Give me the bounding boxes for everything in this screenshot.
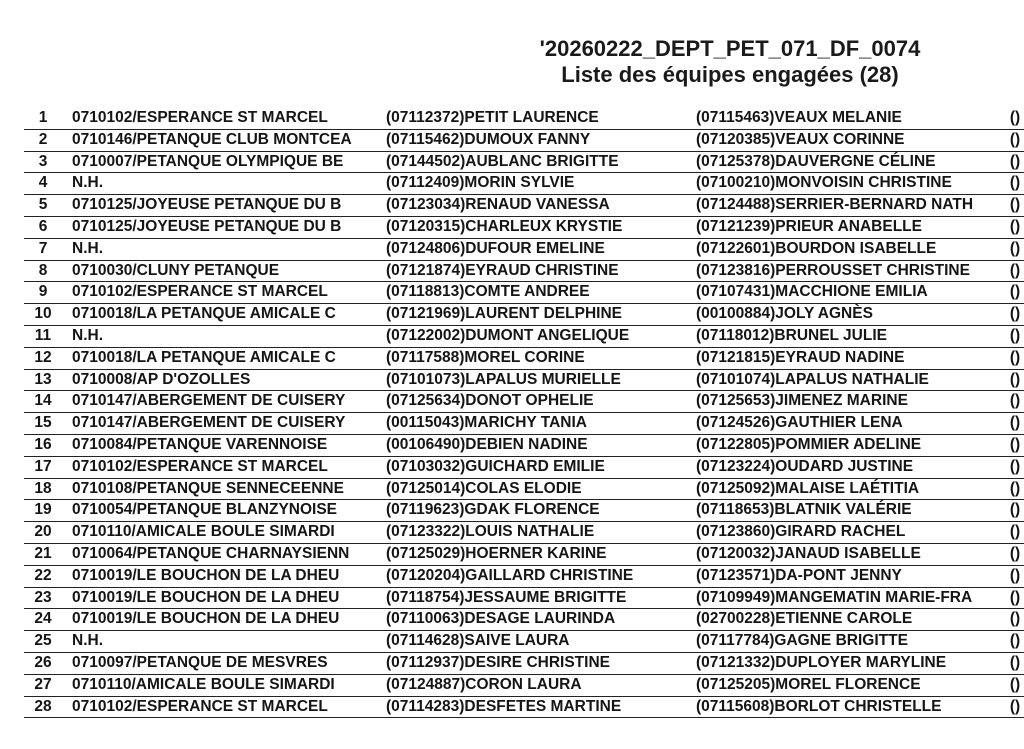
team-number: 11 <box>24 325 62 347</box>
team-row <box>24 565 1024 587</box>
team-number: 3 <box>24 151 62 173</box>
team-row <box>24 391 1024 413</box>
team-player2: (07123571)DA-PONT JENNY <box>696 565 1006 587</box>
team-player2: (02700228)ETIENNE CAROLE <box>696 609 1006 631</box>
team-player2: (07117784)GAGNE BRIGITTE <box>696 631 1006 653</box>
team-number: 25 <box>24 631 62 653</box>
team-number: 4 <box>24 173 62 195</box>
team-row <box>24 478 1024 500</box>
team-club: 0710097/PETANQUE DE MESVRES <box>62 652 386 674</box>
team-player1: (07101073)LAPALUS MURIELLE <box>386 369 696 391</box>
team-player2: (07123860)GIRARD RACHEL <box>696 522 1006 544</box>
team-club: 0710110/AMICALE BOULE SIMARDI <box>62 522 386 544</box>
team-club: N.H. <box>62 238 386 260</box>
team-club: 0710147/ABERGEMENT DE CUISERY <box>62 391 386 413</box>
team-row <box>24 609 1024 631</box>
team-row <box>24 631 1024 653</box>
team-player3-empty: () <box>1006 434 1024 456</box>
team-club: 0710125/JOYEUSE PETANQUE DU B <box>62 195 386 217</box>
team-number: 27 <box>24 674 62 696</box>
team-player1: (07112372)PETIT LAURENCE <box>386 108 696 129</box>
team-player1: (07119623)GDAK FLORENCE <box>386 500 696 522</box>
team-player1: (07124887)CORON LAURA <box>386 674 696 696</box>
team-player3-empty: () <box>1006 565 1024 587</box>
team-player1: (07112937)DESIRE CHRISTINE <box>386 652 696 674</box>
team-row <box>24 434 1024 456</box>
team-player2: (07125092)MALAISE LAÉTITIA <box>696 478 1006 500</box>
team-row <box>24 173 1024 195</box>
team-club: 0710147/ABERGEMENT DE CUISERY <box>62 413 386 435</box>
team-number: 22 <box>24 565 62 587</box>
team-player1: (07114283)DESFETES MARTINE <box>386 696 696 718</box>
team-row <box>24 325 1024 347</box>
team-number: 16 <box>24 434 62 456</box>
team-player3-empty: () <box>1006 631 1024 653</box>
team-player2: (07125653)JIMENEZ MARINE <box>696 391 1006 413</box>
team-row <box>24 260 1024 282</box>
team-player2: (07118653)BLATNIK VALÉRIE <box>696 500 1006 522</box>
team-number: 14 <box>24 391 62 413</box>
team-club: 0710007/PETANQUE OLYMPIQUE BE <box>62 151 386 173</box>
team-club: 0710018/LA PETANQUE AMICALE C <box>62 347 386 369</box>
team-player2: (07109949)MANGEMATIN MARIE-FRA <box>696 587 1006 609</box>
team-club: N.H. <box>62 631 386 653</box>
team-number: 28 <box>24 696 62 718</box>
team-row <box>24 195 1024 217</box>
team-player3-empty: () <box>1006 108 1024 129</box>
team-row <box>24 369 1024 391</box>
team-row <box>24 696 1024 718</box>
team-player2: (07123816)PERROUSSET CHRISTINE <box>696 260 1006 282</box>
team-player1: (07125634)DONOT OPHELIE <box>386 391 696 413</box>
team-player3-empty: () <box>1006 674 1024 696</box>
team-player1: (07123322)LOUIS NATHALIE <box>386 522 696 544</box>
team-player1: (07120204)GAILLARD CHRISTINE <box>386 565 696 587</box>
team-player1: (07117588)MOREL CORINE <box>386 347 696 369</box>
team-club: 0710084/PETANQUE VARENNOISE <box>62 434 386 456</box>
team-player2: (07118012)BRUNEL JULIE <box>696 325 1006 347</box>
team-club: 0710102/ESPERANCE ST MARCEL <box>62 696 386 718</box>
team-player3-empty: () <box>1006 216 1024 238</box>
team-player3-empty: () <box>1006 522 1024 544</box>
team-player3-empty: () <box>1006 260 1024 282</box>
team-player1: (07123034)RENAUD VANESSA <box>386 195 696 217</box>
team-row <box>24 108 1024 129</box>
team-player2: (07120385)VEAUX CORINNE <box>696 129 1006 151</box>
team-player3-empty: () <box>1006 325 1024 347</box>
team-player1: (07110063)DESAGE LAURINDA <box>386 609 696 631</box>
team-player1: (07122002)DUMONT ANGELIQUE <box>386 325 696 347</box>
team-player2: (07107431)MACCHIONE EMILIA <box>696 282 1006 304</box>
team-club: N.H. <box>62 325 386 347</box>
team-player2: (07122601)BOURDON ISABELLE <box>696 238 1006 260</box>
team-number: 21 <box>24 543 62 565</box>
team-row <box>24 543 1024 565</box>
team-row <box>24 456 1024 478</box>
team-player1: (00115043)MARICHY TANIA <box>386 413 696 435</box>
team-number: 18 <box>24 478 62 500</box>
team-row <box>24 151 1024 173</box>
team-player3-empty: () <box>1006 129 1024 151</box>
team-club: 0710019/LE BOUCHON DE LA DHEU <box>62 587 386 609</box>
document-subtitle: Liste des équipes engagées (28) <box>561 62 899 87</box>
team-club: 0710019/LE BOUCHON DE LA DHEU <box>62 565 386 587</box>
team-player2: (07100210)MONVOISIN CHRISTINE <box>696 173 1006 195</box>
team-row <box>24 522 1024 544</box>
team-number: 20 <box>24 522 62 544</box>
team-row <box>24 238 1024 260</box>
team-player2: (07125378)DAUVERGNE CÉLINE <box>696 151 1006 173</box>
team-player3-empty: () <box>1006 391 1024 413</box>
team-player3-empty: () <box>1006 696 1024 718</box>
team-club: N.H. <box>62 173 386 195</box>
team-number: 23 <box>24 587 62 609</box>
team-row <box>24 304 1024 326</box>
team-player3-empty: () <box>1006 500 1024 522</box>
team-player1: (07120315)CHARLEUX KRYSTIE <box>386 216 696 238</box>
team-number: 24 <box>24 609 62 631</box>
team-club: 0710008/AP D'OZOLLES <box>62 369 386 391</box>
team-player2: (07115608)BORLOT CHRISTELLE <box>696 696 1006 718</box>
team-club: 0710146/PETANQUE CLUB MONTCEA <box>62 129 386 151</box>
team-club: 0710125/JOYEUSE PETANQUE DU B <box>62 216 386 238</box>
team-player2: (00100884)JOLY AGNÈS <box>696 304 1006 326</box>
document-reference: '20260222_DEPT_PET_071_DF_0074 <box>539 36 921 61</box>
team-row <box>24 129 1024 151</box>
team-player3-empty: () <box>1006 609 1024 631</box>
teams-table-body <box>24 108 1024 718</box>
team-club: 0710110/AMICALE BOULE SIMARDI <box>62 674 386 696</box>
team-player3-empty: () <box>1006 587 1024 609</box>
team-club: 0710018/LA PETANQUE AMICALE C <box>62 304 386 326</box>
team-player3-empty: () <box>1006 151 1024 173</box>
team-club: 0710064/PETANQUE CHARNAYSIENN <box>62 543 386 565</box>
team-player3-empty: () <box>1006 304 1024 326</box>
team-club: 0710019/LE BOUCHON DE LA DHEU <box>62 609 386 631</box>
team-player2: (07124526)GAUTHIER LENA <box>696 413 1006 435</box>
team-club: 0710030/CLUNY PETANQUE <box>62 260 386 282</box>
team-player3-empty: () <box>1006 282 1024 304</box>
team-player3-empty: () <box>1006 238 1024 260</box>
team-player3-empty: () <box>1006 652 1024 674</box>
team-player1: (07112409)MORIN SYLVIE <box>386 173 696 195</box>
team-player2: (07101074)LAPALUS NATHALIE <box>696 369 1006 391</box>
team-club: 0710102/ESPERANCE ST MARCEL <box>62 456 386 478</box>
team-number: 17 <box>24 456 62 478</box>
team-club: 0710102/ESPERANCE ST MARCEL <box>62 108 386 129</box>
teams-table <box>24 108 1024 718</box>
team-player2: (07122805)POMMIER ADELINE <box>696 434 1006 456</box>
team-player1: (07125029)HOERNER KARINE <box>386 543 696 565</box>
team-player3-empty: () <box>1006 413 1024 435</box>
team-row <box>24 674 1024 696</box>
team-row <box>24 413 1024 435</box>
team-number: 8 <box>24 260 62 282</box>
document-header <box>520 36 940 88</box>
team-player1: (00106490)DEBIEN NADINE <box>386 434 696 456</box>
team-number: 2 <box>24 129 62 151</box>
team-player1: (07121969)LAURENT DELPHINE <box>386 304 696 326</box>
team-row <box>24 282 1024 304</box>
team-player3-empty: () <box>1006 195 1024 217</box>
team-player2: (07121815)EYRAUD NADINE <box>696 347 1006 369</box>
team-number: 19 <box>24 500 62 522</box>
team-number: 15 <box>24 413 62 435</box>
team-number: 10 <box>24 304 62 326</box>
team-number: 1 <box>24 108 62 129</box>
team-player2: (07115463)VEAUX MELANIE <box>696 108 1006 129</box>
team-player1: (07103032)GUICHARD EMILIE <box>386 456 696 478</box>
team-row <box>24 652 1024 674</box>
team-number: 26 <box>24 652 62 674</box>
team-player1: (07125014)COLAS ELODIE <box>386 478 696 500</box>
team-row <box>24 347 1024 369</box>
team-player3-empty: () <box>1006 543 1024 565</box>
team-player1: (07121874)EYRAUD CHRISTINE <box>386 260 696 282</box>
team-player2: (07125205)MOREL FLORENCE <box>696 674 1006 696</box>
team-number: 12 <box>24 347 62 369</box>
team-player2: (07120032)JANAUD ISABELLE <box>696 543 1006 565</box>
team-number: 7 <box>24 238 62 260</box>
team-player3-empty: () <box>1006 173 1024 195</box>
team-row <box>24 216 1024 238</box>
team-player1: (07118754)JESSAUME BRIGITTE <box>386 587 696 609</box>
team-club: 0710102/ESPERANCE ST MARCEL <box>62 282 386 304</box>
team-player1: (07118813)COMTE ANDREE <box>386 282 696 304</box>
team-club: 0710054/PETANQUE BLANZYNOISE <box>62 500 386 522</box>
team-player1: (07115462)DUMOUX FANNY <box>386 129 696 151</box>
team-player2: (07124488)SERRIER-BERNARD NATH <box>696 195 1006 217</box>
team-club: 0710108/PETANQUE SENNECEENNE <box>62 478 386 500</box>
team-row <box>24 587 1024 609</box>
team-number: 9 <box>24 282 62 304</box>
team-player3-empty: () <box>1006 456 1024 478</box>
team-player2: (07121332)DUPLOYER MARYLINE <box>696 652 1006 674</box>
team-player3-empty: () <box>1006 369 1024 391</box>
team-player3-empty: () <box>1006 347 1024 369</box>
team-player2: (07121239)PRIEUR ANABELLE <box>696 216 1006 238</box>
team-player2: (07123224)OUDARD JUSTINE <box>696 456 1006 478</box>
team-player1: (07114628)SAIVE LAURA <box>386 631 696 653</box>
team-player1: (07124806)DUFOUR EMELINE <box>386 238 696 260</box>
team-row <box>24 500 1024 522</box>
team-number: 5 <box>24 195 62 217</box>
team-number: 13 <box>24 369 62 391</box>
team-player3-empty: () <box>1006 478 1024 500</box>
team-player1: (07144502)AUBLANC BRIGITTE <box>386 151 696 173</box>
team-number: 6 <box>24 216 62 238</box>
